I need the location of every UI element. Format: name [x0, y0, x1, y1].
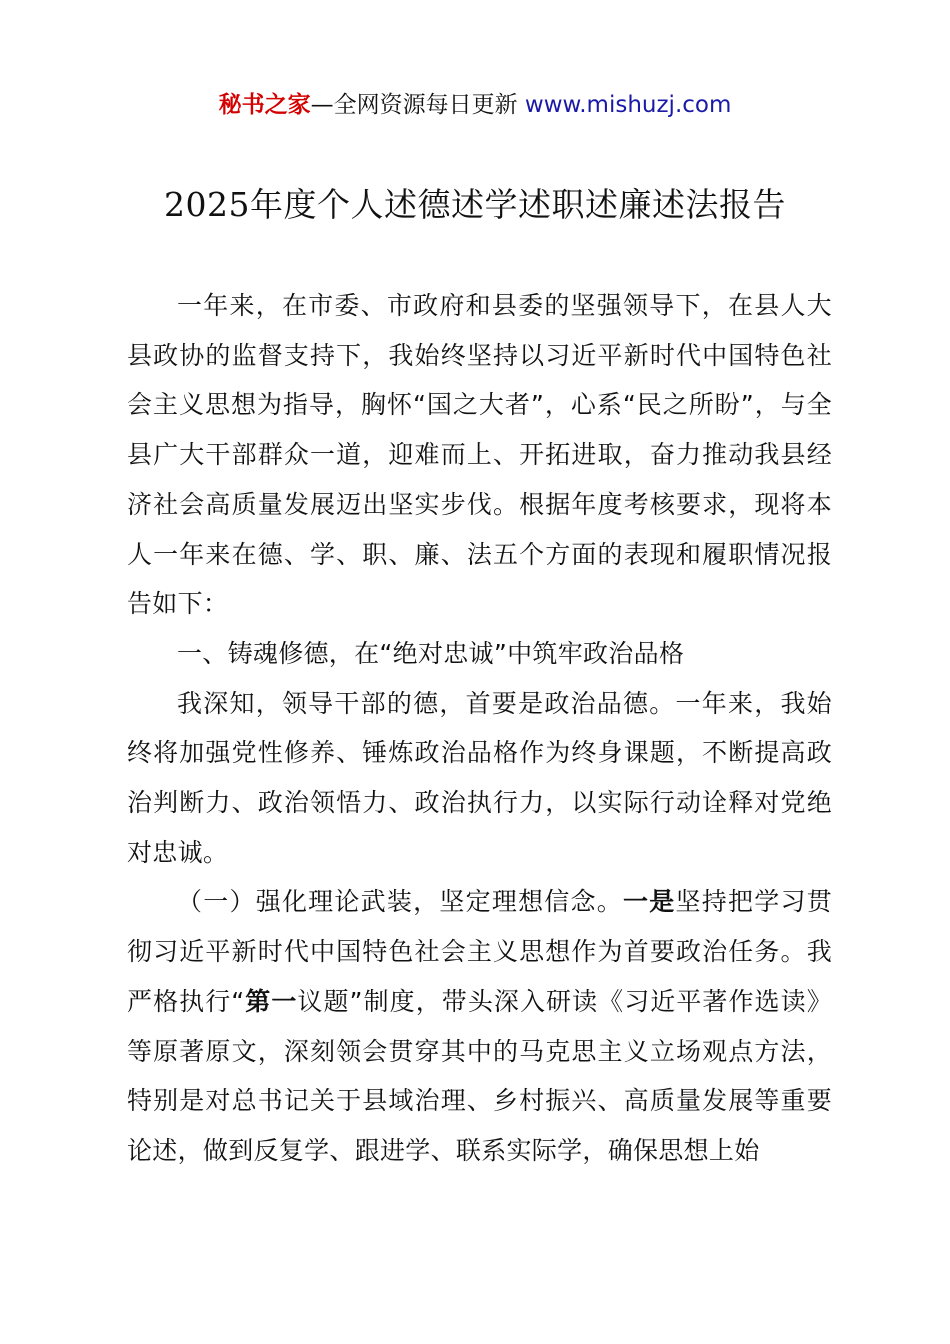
emphasis-first: 一是 [623, 887, 676, 917]
document-title: 2025年度个人述德述学述职述廉述法报告 [164, 185, 786, 224]
emphasis-di-yi: 第一 [244, 986, 298, 1016]
subsection-text-1: 坚持把学习贯彻习近平新时代中国特色社会主义思想作为首要政治任务。我严格执行“ [127, 887, 832, 1016]
site-brand: 秘书之家 [218, 92, 311, 118]
section-heading: 一、铸魂修德，在“绝对忠诚”中筑牢政治品格 [177, 638, 685, 668]
site-slogan: —全网资源每日更新 [310, 92, 525, 118]
intro-paragraph: 一年来，在市委、市政府和县委的坚强领导下，在县人大县政协的监督支持下，我始终坚持以习近平新时代中国特色社会主义思想为指导，胸怀“国之大者”，心系“民之所盼”，与全县广大干部群众一道，迎难而上、开拓进取，奋力推动我县经济社会高质量发展迈出坚实步伐。根据年度考核要求，现将本人一年来在德、学、职、廉、法五个方面的表现和履职情况报告如下： [127, 291, 832, 619]
subsection-text-2: 议题”制度，带头深入研读《习近平著作选读》等原著原文，深刻领会贯穿其中的马克思主义立场观点方法，特别是对总书记关于县域治理、乡村振兴、高质量发展等重要论述，做到反复学、跟进学、联系实际学，确保思想上始 [127, 986, 832, 1165]
site-url-link[interactable]: www.mishuzj.com [524, 92, 732, 118]
site-header [0, 86, 950, 124]
section-paragraph: 我深知，领导干部的德，首要是政治品德。一年来，我始终将加强党性修养、锤炼政治品格作为终身课题，不断提高政治判断力、政治领悟力、政治执行力，以实际行动诠释对党绝对忠诚。 [127, 688, 832, 867]
subsection-paragraph [127, 877, 832, 1175]
document-body [127, 281, 832, 1176]
subsection-lead: （一）强化理论武装，坚定理想信念。 [177, 887, 624, 917]
